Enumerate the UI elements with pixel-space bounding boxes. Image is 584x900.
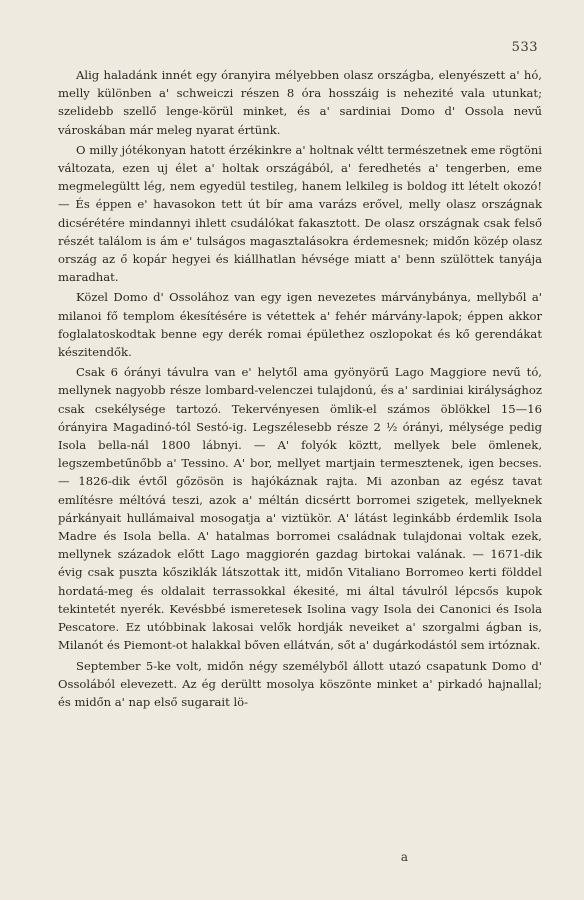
paragraph-2: O milly jótékonyan hatott érzékinkre a' holtnak véltt természetnek eme rögtöni változata, ezen uj élet a' holtak országából, a' feredhetés a' tengerben, eme megmelegültt lég, nem egyedül testileg, hanem lelkileg is boldog itt lételt okozó! — És éppen e' havasokon tett út bír ama varázs erővel, melly olasz országnak dicsérétére mindannyi ihlett csudálókat fakasztott. De olasz országnak csak felső részét találom is ám e' tulságos magasztalásokra érdemesnek; midőn közép olasz ország az ő kopár hegyei és kiállhatlan hévsége miatt a' benn szülöttek tanyája maradhat. <box>58 142 542 285</box>
body-text <box>58 66 542 711</box>
paragraph-1: Alig haladánk innét egy óranyira mélyebben olasz országba, elenyészett a' hó, melly különben a' schweiczi részen 8 óra hosszáig is nehezité vala utunkat; szelidebb szellő lenge-körül minket, és a' sardiniai Domo d' Ossola nevű városkában már meleg nyarat értünk. <box>58 68 542 137</box>
signature-mark: a <box>400 850 408 864</box>
page-number: 533 <box>511 40 538 55</box>
paragraph-5: September 5-ke volt, midőn négy személyből állott utazó csapatunk Domo d' Ossolából elevezett. Az ég derültt mosolya köszönte minket a' pirkadó hajnallal; és midőn a' nap első sugarait lö- <box>58 658 542 709</box>
paragraph-3: Közel Domo d' Ossolához van egy igen nevezetes márványbánya, mellyből a' milanoi fő templom ékesítésére is vétettek a' fehér márvány-lapok; éppen akkor foglalatoskodtak benne egy derék romai épülethez oszlopokat és kő gerendákat készitendők. <box>58 290 542 360</box>
paragraph-4: Csak 6 órányi távulra van e' helytől ama gyönyörű Lago Maggiore nevű tó, mellynek nagyobb része lombard-velenczei tulajdonú, és a' sardiniai királysághoz csak csekélysége tartozó. Tekervényesen ömlik-el számos öblökkel 15—16 órányira Magadinó-tól Sestó-ig. Legszélesebb része 2 ½ órányi, mélysége pedig Isola bella-nál 1800 lábnyi. — A' folyók köztt, mellyek bele ömlenek, legszembetűnőbb a' Tessino. A' bor, mellyet martjain termesztenek, igen becses. — 1826-dik évtől gőzösön is hajókáznak rajta. Mi azonban az egész tavat említésre méltóvá teszi, azok a' méltán dicsértt borromei szigetek, mellyeknek párkányait hullámaival mosogatja a' viztükör. A' látást leginkább érdemlik Isola Madre és Isola bella. A' hatalmas borromei családnak tulajdonai voltak ezek, mellynek századok előtt Lago maggiorén gazdag birtokai valának. — 1671-dik évig csak puszta kősziklák látszottak itt, midőn Vitaliano Borromeo kerti földdel hordatá-meg és oldalait terrassokkal ékesité, mi által távulról lépcsős kupok tekintetét nyerék. Kevésbbé ismeretesek Isolina vagy Isola dei Canonici és Isola Pescatore. Ez utóbbinak lakosai velők hordják neveiket a' szorgalmi ágban is, Milanót és Piemont-ot halakkal bőven ellátván, sőt a' dugárkodástól sem irtóznak. <box>58 365 542 653</box>
